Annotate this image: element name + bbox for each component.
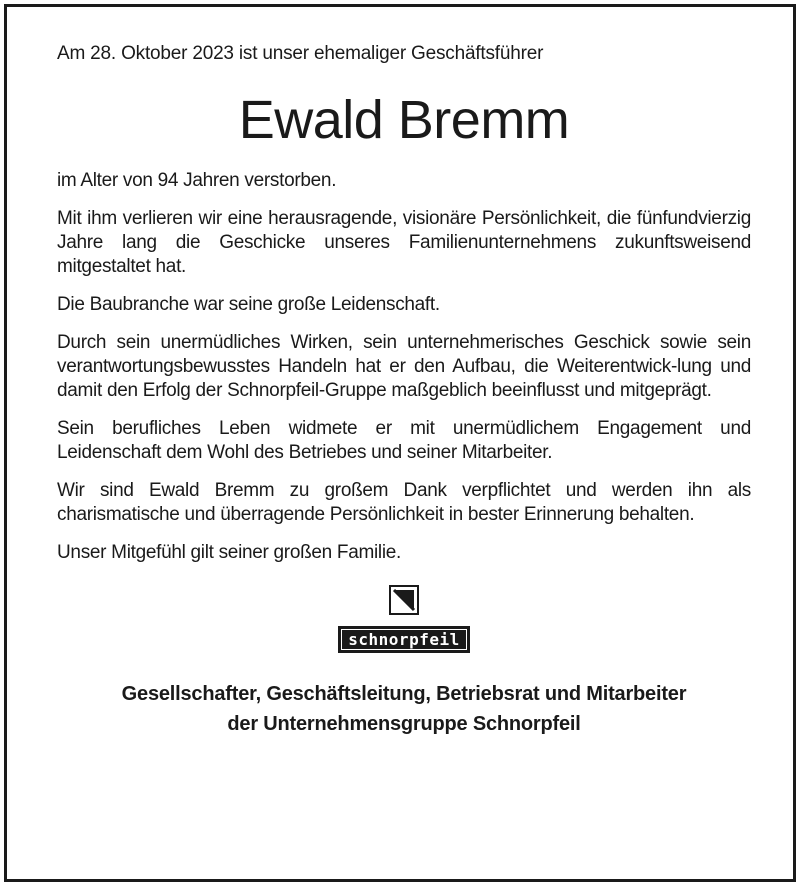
signatories-line-2: der Unternehmensgruppe Schnorpfeil: [227, 713, 581, 735]
paragraph-loss: Mit ihm verlieren wir eine herausragende, visionäre Persönlichkeit, die fünfundvierzig Jahre lang die Geschicke unseres Familienunternehmens zukunftsweisend mitgestaltet hat.: [57, 208, 751, 277]
signatories-line-1: Gesellschafter, Geschäftsleitung, Betriebsrat und Mitarbeiter: [121, 683, 687, 705]
logo-wordmark: schnorpfeil: [338, 626, 469, 653]
obituary-frame: [4, 4, 796, 882]
company-logo: [57, 585, 751, 653]
paragraph-sympathy: Unser Mitgefühl gilt seiner großen Familie.: [57, 542, 402, 563]
paragraph-gratitude: Wir sind Ewald Bremm zu großem Dank verpflichtet und werden ihn als charismatische und überragende Persönlichkeit in bester Erinnerung behalten.: [57, 480, 751, 525]
paragraph-passion: Die Baubranche war seine große Leidenschaft.: [57, 294, 440, 315]
arrow-logo-icon: [389, 585, 419, 615]
paragraph-age: im Alter von 94 Jahren verstorben.: [57, 170, 337, 191]
obituary-content: [57, 43, 751, 739]
intro-text: Am 28. Oktober 2023 ist unser ehemaliger Geschäftsführer: [57, 43, 544, 64]
paragraph-work: Durch sein unermüdliches Wirken, sein unternehmerisches Geschick sowie sein verantwortungsbewusstes Handeln hat er den Aufbau, die Weiterentwick-lung und damit den Erfolg der Schnorpfeil-Gruppe maßgeblich beeinflusst und mitgeprägt.: [57, 332, 751, 401]
signatories: [57, 679, 751, 739]
paragraph-dedication: Sein berufliches Leben widmete er mit unermüdlichem Engagement und Leidenschaft dem Wohl des Betriebes und seiner Mitarbeiter.: [57, 418, 751, 463]
deceased-name: Ewald Bremm: [238, 90, 570, 150]
